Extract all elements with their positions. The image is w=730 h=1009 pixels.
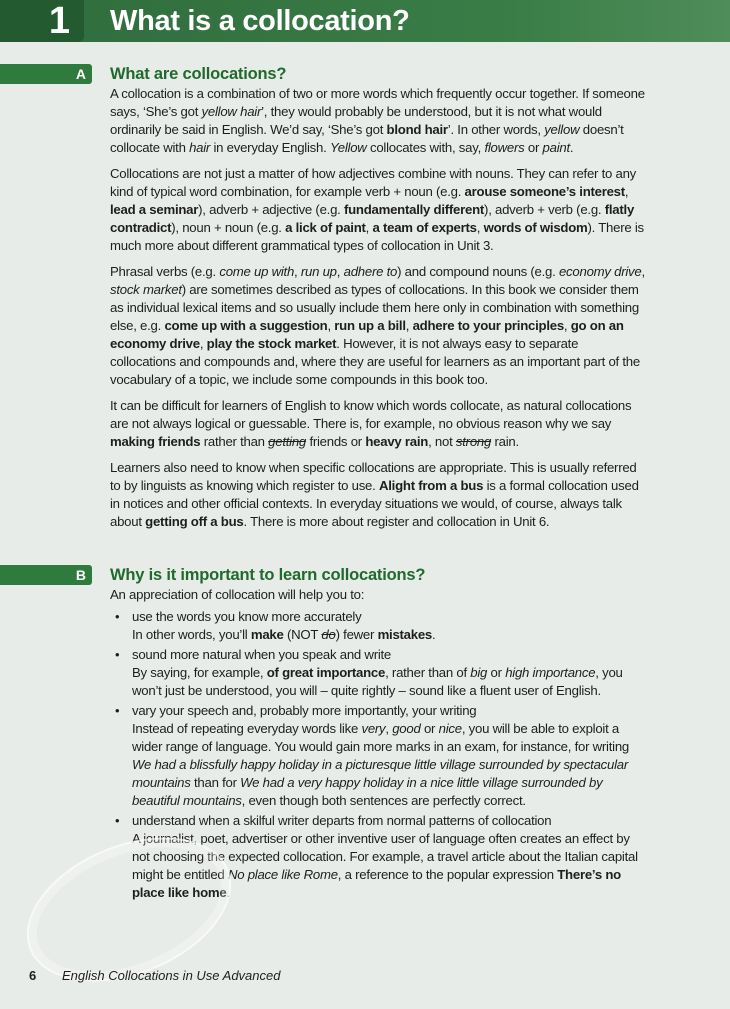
text-run: , <box>327 318 335 333</box>
text-run: , <box>563 318 571 333</box>
text-run: ’, they would probably be understood, but it is not what would ordinarily be said in English. We’d say, ‘She’s got <box>110 104 602 137</box>
italic-text: hair <box>189 140 211 155</box>
paragraph <box>110 263 645 389</box>
italic-text: economy drive <box>558 264 642 279</box>
bold-collocation: lead a seminar <box>110 202 199 217</box>
text-run: Learners also need to know when specific collocations are appropriate. This is usually referred to by linguists as knowing which register to use. <box>110 460 637 493</box>
text-run: In other words, you’ll <box>132 627 251 642</box>
text-run: rather than <box>200 434 269 449</box>
text-run: (NOT <box>283 627 322 642</box>
section-b-heading: Why is it important to learn collocations? <box>110 566 426 584</box>
italic-text: flowers <box>484 140 525 155</box>
text-run: ), noun + noun (e.g. <box>171 220 286 235</box>
bold-collocation: of great importance <box>266 665 386 680</box>
text-run: Instead of repeating everyday words like <box>132 721 362 736</box>
bold-collocation: make <box>250 627 284 642</box>
text-run: , <box>405 318 413 333</box>
bold-collocation: fundamentally different <box>343 202 485 217</box>
text-run: friends or <box>306 434 366 449</box>
book-title: English Collocations in Use Advanced <box>62 968 281 983</box>
bullet-icon: • <box>115 703 120 718</box>
italic-text: We had a blissfully happy holiday in a picturesque little village surrounded by spectacular mountains <box>132 757 629 790</box>
bold-collocation: mistakes <box>377 627 433 642</box>
text-run: , you won’t just be understood, you will – quite rightly – sound like a fluent user of English. <box>132 665 623 698</box>
text-run: is a formal collocation used in notices and other official contexts. In everyday situations we would, of course, always talk about <box>110 478 639 529</box>
text-run: vary your speech and, probably more importantly, your writing <box>132 703 477 718</box>
text-run: . There is more about register and collocation in Unit 6. <box>243 514 550 529</box>
italic-text: adhere to <box>343 264 398 279</box>
text-run: use the words you know more accurately <box>132 609 362 624</box>
struck-wrong-word: do <box>321 627 336 642</box>
text-run: , a reference to the popular expression <box>337 867 558 882</box>
italic-text: Yellow <box>329 140 367 155</box>
italic-text: yellow hair <box>201 104 262 119</box>
paragraph <box>110 397 645 451</box>
text-run: , <box>199 336 207 351</box>
text-run: sound more natural when you speak and write <box>132 647 392 662</box>
text-run: ) fewer <box>335 627 378 642</box>
bullet-icon: • <box>115 647 120 662</box>
bold-collocation: getting off a bus <box>145 514 244 529</box>
bold-collocation: a lick of paint <box>285 220 366 235</box>
text-run: or <box>524 140 543 155</box>
text-run: understand when a skilful writer departs from normal patterns of collocation <box>132 813 552 828</box>
text-run: , even though both sentences are perfectly correct. <box>241 793 526 808</box>
text-run: , rather than of <box>385 665 471 680</box>
section-a-body <box>110 85 645 531</box>
bullet-item <box>110 608 645 644</box>
section-a <box>110 64 645 539</box>
italic-text: nice <box>438 721 462 736</box>
text-run: ) and compound nouns (e.g. <box>397 264 559 279</box>
bold-collocation: making friends <box>110 434 201 449</box>
text-run: doesn’t collocate with <box>110 122 624 155</box>
text-run: . <box>226 885 230 900</box>
text-run: ), adverb + adjective (e.g. <box>198 202 344 217</box>
section-a-heading: What are collocations? <box>110 65 287 83</box>
text-run: , not <box>428 434 456 449</box>
italic-text: high importance <box>505 665 596 680</box>
bold-collocation: There’s no place like home <box>132 867 621 900</box>
bold-collocation: words of wisdom <box>483 220 588 235</box>
bold-collocation: a team of experts <box>372 220 477 235</box>
text-run: than for <box>190 775 241 790</box>
struck-wrong-word: strong <box>455 434 492 449</box>
bullet-point <box>132 702 645 720</box>
text-run: By saying, for example, <box>132 665 267 680</box>
italic-text: very <box>361 721 386 736</box>
text-run: ’. In other words, <box>447 122 545 137</box>
page-number: 6 <box>29 968 37 983</box>
text-run: ). There is much more about different grammatical types of collocation in Unit 3. <box>110 220 644 253</box>
section-a-label: A <box>0 64 92 84</box>
text-run: ) are sometimes described as types of collocations. In this book we consider them as individual lexical items and so usually include them here only in combination with something else, e.g. <box>110 282 639 333</box>
italic-text: No place like Rome <box>227 867 338 882</box>
text-run: rain. <box>491 434 519 449</box>
italic-text: paint <box>542 140 570 155</box>
bold-collocation: play the stock market <box>206 336 337 351</box>
text-run: Phrasal verbs (e.g. <box>110 264 220 279</box>
bullet-point <box>132 646 645 664</box>
text-run: collocates with, say, <box>366 140 485 155</box>
italic-text: come up with <box>219 264 295 279</box>
section-b-label: B <box>0 565 92 585</box>
text-run: , <box>624 184 629 199</box>
bold-collocation: run up a bill <box>334 318 406 333</box>
struck-wrong-word: getting <box>268 434 307 449</box>
italic-text: yellow <box>544 122 580 137</box>
text-run: , <box>294 264 301 279</box>
text-run: . However, it is not always easy to separate collocations and compounds and, where they are useful for learners as an important part of the vocabulary of a topic, we include some compounds in this book too. <box>110 336 640 387</box>
text-run: or <box>487 665 506 680</box>
bullet-detail <box>132 664 645 700</box>
bullet-icon: • <box>115 813 120 828</box>
text-run: ), adverb + verb (e.g. <box>484 202 605 217</box>
text-run: , <box>336 264 344 279</box>
bullet-detail <box>132 626 645 644</box>
text-run: , <box>365 220 373 235</box>
bold-collocation: arouse someone’s interest <box>464 184 625 199</box>
text-run: , you will be able to exploit a wider range of language. You would gain more marks in an exam, for instance, for writing <box>132 721 629 754</box>
bold-collocation: go on an economy drive <box>110 318 624 351</box>
bold-collocation: flatly contradict <box>110 202 635 235</box>
text-run: Collocations are not just a matter of how adjectives combine with nouns. They can refer to any kind of typical word combination, for example verb + noun (e.g. <box>110 166 637 199</box>
text-run: in everyday English. <box>210 140 330 155</box>
unit-number: 1 <box>0 0 84 42</box>
text-run: A journalist, poet, advertiser or other inventive user of language often creates an effect by not choosing the expected collocation. For example, a travel article about the Italian capital might be entitled <box>132 831 638 882</box>
bullet-icon: • <box>115 609 120 624</box>
bullet-item <box>110 702 645 810</box>
text-run: A collocation is a combination of two or more words which frequently occur together. If someone says, ‘She’s got <box>110 86 645 119</box>
paragraph <box>110 165 645 255</box>
unit-title: What is a collocation? <box>110 5 410 37</box>
italic-text: run up <box>300 264 337 279</box>
italic-text: good <box>392 721 421 736</box>
bold-collocation: heavy rain <box>365 434 429 449</box>
bullet-point <box>132 608 645 626</box>
text-run: It can be difficult for learners of English to know which words collocate, as natural collocations are not always logical or guessable. There is, for example, no obvious reason why we say <box>110 398 632 431</box>
bullet-item <box>110 646 645 700</box>
section-b-intro: An appreciation of collocation will help you to: <box>110 587 365 602</box>
bold-collocation: adhere to your principles <box>412 318 564 333</box>
text-run: , <box>476 220 484 235</box>
text-run: . <box>432 627 436 642</box>
italic-text: big <box>470 665 488 680</box>
text-run: or <box>420 721 439 736</box>
text-run: , <box>641 264 645 279</box>
bold-collocation: come up with a suggestion <box>164 318 328 333</box>
bullet-point <box>132 812 645 830</box>
bold-collocation: blond hair <box>386 122 448 137</box>
text-run: . <box>569 140 574 155</box>
paragraph <box>110 459 645 531</box>
italic-text: We had a very happy holiday in a nice little village surrounded by beautiful mountains <box>132 775 603 808</box>
bold-collocation: Alight from a bus <box>378 478 484 493</box>
paragraph <box>110 85 645 157</box>
italic-text: stock market <box>110 282 182 297</box>
text-run: , <box>385 721 393 736</box>
bullet-detail <box>132 720 645 810</box>
